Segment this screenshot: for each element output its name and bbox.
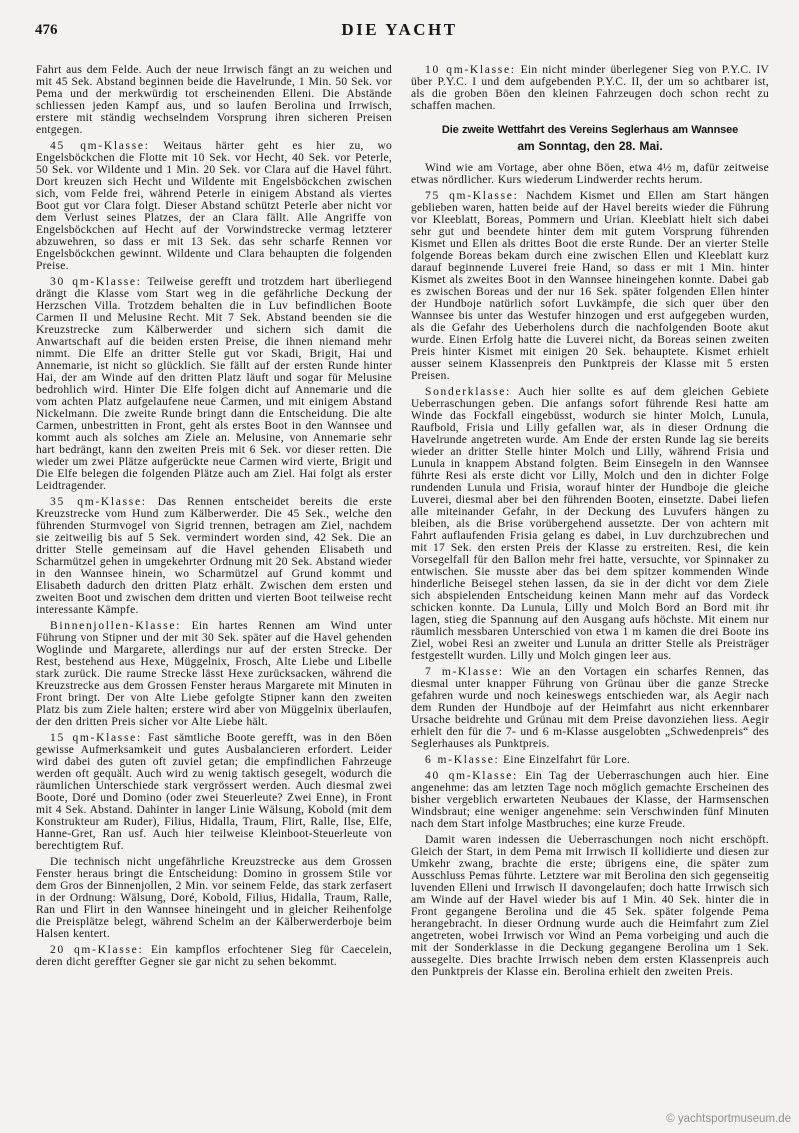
paragraph-7m-class (411, 666, 769, 750)
paragraph-text: Auch hier sollte es auf dem gleichen Gebiete Ueberraschungen geben. Die anfangs sofort führende Resi hatte am Winde das Fockfall eingebüsst, wodurch sie hinter Molch, Lunula, Raufbold, Frisia und Lilly gefallen war, als in dieser Ordnung die Havelrunde angetreten wurde. Am Ende der ersten Runde lag sie bereits wieder an dritter Stelle hinter Molch und Lilly, während Frisia und Lunula in knappem Abstand folgten. Beim Einsegeln in den Wannsee führte Resi als erste dicht vor Lilly, Molch und den in dichter Folge rundenden Lunula und Frisia, worauf hinter der Hundboje die gleiche Luverei, diesmal aber bei den führenden Booten, einsetzte. Dabei liefen alle miteinander Gefahr, in der Deckung des Luvufers hängen zu bleiben, als die Brise vorübergehend aussetzte. Der von achtern mit Fahrt auflaufenden Frisia gelang es dabei, in Luv durchzubrechen und mit 17 Sek. den ersten Preis der Klasse zu erstreiten. Resi, die kein Vorsegelfall für den Ballon mehr frei hatte, versuchte, vor Spinnaker zu entwischen. Sie musste aber das bei dem spitzer kommenden Winde hinderliche Beisegel stehen lassen, da sie in der dicht vor dem Ziele sich abspielenden Entscheidung keinen Mann mehr auf das Vordeck schicken konnte. Da Lunula, Lilly und Molch Bord an Bord mit ihr lagen, stieg die Spannung auf den Ausgang aufs höchste. Mit einem nur räumlich messbaren Unterschied von etwa 1 m kamen die drei Boote ins Ziel, wobei Resi an zweiter und Lunula an dritter Stelle als Preisträger festgestellt wurden. Lilly und Molch gingen leer aus. (411, 386, 769, 662)
class-label: 35 qm-Klasse: (50, 496, 147, 508)
page-number: 476 (35, 22, 58, 38)
paragraph-text: Fast sämtliche Boote gerefft, was in den Böen gewisse Aufmerksamkeit und gutes Ausbalancieren erfordert. Leider wird dabei des guten oft zuviel getan; die empfindlichen Fahrzeuge werden oft gequält. Auch wird zu wenig taktisch gesegelt, wodurch die räumlichen Unterschiede stark vergrössert werden. Auch diesmal zwei Boote, Doré und Domino (oder zwei Steuerleute? Zwei Enne), in Front mit 4 Sek. Abstand. Dahinter in langer Linie Wälsung, Kobold (mit dem Konstrukteur am Ruder), Filius, Hidalla, Traum, Flirt, Ralle, Ilse, Elfe, Hanne-Gret, Ran usf. Auch hier teilweise Kleinboot-Steuerleute von berechtigtem Ruf. (36, 732, 392, 852)
paragraph-text: Eine Einzelfahrt für Lore. (503, 754, 630, 766)
paragraph-15qm-class (36, 732, 392, 852)
paragraph-text: Die technisch nicht ungefährliche Kreuzstrecke aus dem Grossen Fenster heraus bringt die Entscheidung: Domino in grossem Stile vor dem Gros der Binnenjollen, 2 Min. vor seinem Felde, das stark zerfasert in der Ordnung: Wälsung, Doré, Kobold, Filius, Hidalla, Traum, Ralle, Ran und Flirt in den Wannsee hineingeht und in gleicher Reihenfolge die Preisplätze belegt, während Schelm an der Kälberwerderboje beim Halsen kentert. (36, 856, 392, 940)
paragraph-text: Nachdem Kismet und Ellen am Start hängen geblieben waren, hatten beide auf der Havel bereits wieder die Führung vor Kleeblatt, Boreas, Pommern und Urian. Kleeblatt hielt sich dabei sehr gut und beendete hinter dem mit gutem Vorsprung führenden Kismet und Ellen als drittes Boot die erste Runde. Der an vierter Stelle folgende Boreas bekam durch eine zwischen Ellen und Kleeblatt kurz darauf beginnende Luverei freie Hand, so dass er mit 1 Min. hinter Kismet als zweites Boot in den Wannsee hineingehen konnte. Dabei gab es zwischen Boreas und der nur 16 Sek. später folgenden Ellen hinter der Hundboje natürlich sofort Luvkämpfe, die sich quer über den Wannsee bis unter das Westufer hinzogen und erst aufgegeben wurden, als die Gefahr des Ueberholens durch die nachfolgenden Boote akut wurde. Einen Erfolg hatte die Luverei nicht, da Boreas seinen zweiten Preis hinter Kismet mit einigen 20 Sek. behauptete. Kismet erhielt ausser seinem Klassenpreis den Punktpreis der Klasse mit 5 ersten Preisen. (411, 190, 770, 382)
paragraph-35qm-class (36, 496, 392, 616)
class-label: 40 qm-Klasse: (425, 770, 518, 782)
paragraph-40qm-continuation (411, 834, 769, 978)
class-label: 6 m-Klasse: (425, 754, 500, 766)
section-heading-line-2: am Sonntag, den 28. Mai. (517, 139, 663, 153)
paragraph-75qm-class (411, 190, 769, 382)
class-label: 7 m-Klasse: (425, 666, 504, 678)
paragraph-text: Das Rennen entscheidet bereits die erste Kreuzstrecke vom Hund zum Kälberwerder. Die 45 Sek., welche den führenden Sturmvogel von Sigrid trennen, betragen am Ziel, nachdem sie zeitweilig bis auf 5 Sek. vermindert worden sind, 42 Sek. Die an dritter Stelle gemeinsam auf die Havel gehenden Elisabeth und Scharmützel gehen in umgekehrter Ordnung mit 20 Sek. Abstand wieder in den Wannsee hinein, wo Scharmützel auf Grund kommt und Elisabeth dadurch den dritten Platz erhält. Zwischen dem ersten und zweiten Boot und zwischen dem dritten und vierten Boot teilweise recht interessante Kämpfe. (36, 496, 393, 616)
paragraph-30qm-class (36, 276, 392, 492)
class-label: Binnenjollen-Klasse: (50, 620, 182, 632)
class-label: 20 qm-Klasse: (50, 944, 144, 956)
section-heading-line-1: Die zweite Wettfahrt des Vereins Seglerhaus am Wannsee (441, 124, 739, 136)
left-column (36, 64, 392, 972)
paragraph-wind (411, 162, 769, 186)
paragraph-text: Ein kampflos erfochtener Sieg für Caecelein, deren dicht gereffter Gegner sie gar nicht zu sehen bekommt. (36, 944, 393, 968)
paragraph-binnenjollen-class (36, 620, 392, 728)
magazine-title: DIE YACHT (341, 20, 458, 39)
paragraph-sonderklasse (411, 386, 769, 662)
paragraph-15qm-decision (36, 856, 392, 940)
section-heading (411, 122, 769, 154)
paragraph-10qm-class (411, 64, 769, 112)
class-label: 75 qm-Klasse: (425, 190, 519, 202)
paragraph-20qm-class (36, 944, 392, 968)
paragraph-45qm-class (36, 140, 392, 272)
class-label: 15 qm-Klasse: (50, 732, 142, 744)
watermark: © yachtsportmuseum.de (666, 1113, 791, 1125)
paragraph-text: Ein nicht minder überlegener Sieg von P.Y.C. IV über P.Y.C. I und dem aufgebenden P.Y.C. II, der um so achtbarer ist, als die groben Böen den kleinen Fahrzeugen doch schon recht zu schaffen machen. (411, 64, 770, 112)
paragraph-text: Wind wie am Vortage, aber ohne Böen, etwa 4½ m, dafür zeitweise etwas nördlicher. Kurs wiederum Lindwerder rechts herum. (411, 162, 769, 186)
class-label: Sonderklasse: (425, 386, 511, 398)
paragraph-6m-class (411, 754, 769, 766)
paragraph-text: Wie an den Vortagen ein scharfes Rennen, das diesmal unter knapper Führung von Grünau über die ganze Strecke gefahren wurde und noch keineswegs entschieden war, als Aegir nach dem Runden der Hundboje auf der Heimfahrt aus nicht erkennbarer Ursache beidrehte und Grünau mit dem Preise davonziehen liess. Aegir erhielt den für die 7- und 6 m-Klasse ausgelobten „Schwedenpreis“ des Seglerhauses als Punktpreis. (411, 666, 769, 750)
paragraph-40qm-class (411, 770, 769, 830)
paragraph-text: Ein hartes Rennen am Wind unter Führung von Stipner und der mit 30 Sek. später auf die Havel gehenden Woglinde und Margarete, allerdings nur auf der ersten Strecke. Der Rest, bestehend aus Hexe, Müggelnix, Frosch, Alte Liebe und Libelle stark zurück. Die raume Strecke lässt Hexe zurücksacken, während die Kreuzstrecke aus dem Grossen Fenster heraus Margarete mit Minuten in Front bringt. Der von Alte Liebe gefolgte Stipner kann den zweiten Platz bis zum Ziele halten; erstere wird aber von Müggelnix überlaufen, der den dritten Preis sicher vor Alte Liebe hält. (36, 620, 392, 728)
class-label: 45 qm-Klasse: (50, 140, 150, 152)
paragraph-text: Teilweise gerefft und trotzdem hart überliegend drängt die Klasse vom Start weg in die gefährliche Deckung der Herzschen Villa. Trotzdem behalten die in Luv befindlichen Boote Carmen II und Melusine Recht. Mit 7 Sek. Abstand beenden sie die Kreuzstrecke zum Kälberwerder und sichern sich damit die Anwartschaft auf die beiden ersten Preise, die ihnen niemand mehr nimmt. Die Elfe an dritter Stelle gut vor Skadi, Brigit, Hai und Annemarie, ist nicht so glücklich. Sie fällt auf der ersten Runde hinter Hai, der am Winde auf den dritten Platz läuft und sogar für Melusine bedrohlich wird. Hinter Die Elfe folgen dicht auf Annemarie und die vom achten Platz aufgelaufene neue Carmen, und mit einigem Abstand Nickelmann. Die zweite Runde bringt dann die Entscheidung. Die alte Carmen, unbestritten in Front, geht als erstes Boot in den Wannsee und kommt auch als solches am Ziele an. Melusine, von Annemarie sehr hart bedrängt, kann den zweiten Preis mit 6 Sek. vor dieser retten. Die wieder um zwei Plätze aufgerückte neue Carmen wird vierte, Brigit und Die Elfe belegen die folgenden Plätze auch am Ziel. Hai folgt als erster Leidtragender. (36, 276, 392, 492)
paragraph-text: Ein Tag der Ueberraschungen auch hier. Eine angenehme: das am letzten Tage noch möglich gemachte Erscheinen des bisher vergeblich erwarteten Neubaues der Klasse, der Harmsenschen Windsbraut; eine weniger angenehme: sein Verschwinden fünf Minuten nach dem Start infolge Mastbruches; eine kurze Freude. (411, 770, 769, 830)
paragraph-text: Fahrt aus dem Felde. Auch der neue Irrwisch fängt an zu weichen und mit 45 Sek. Abstand beginnen beide die Havelrunde, 1 Min. 50 Sek. vor Pema und der merkwürdig tot erscheinenden Elleni. Die Abstände schliessen jeden Kampf aus, und so laufen Berolina und Irrwisch, erstere mit ständig wechselndem Vorsprung ihren sicheren Preisen entgegen. (36, 64, 392, 136)
paragraph-continuation (36, 64, 392, 136)
class-label: 30 qm-Klasse: (50, 276, 142, 288)
paragraph-text: Weitaus härter geht es hier zu, wo Engelsböckchen die Flotte mit 10 Sek. vor Hecht, 40 Sek. vor Peterle, 50 Sek. vor Wildente und 1 Min. 20 Sek. vor Clara auf die Havel führt. Dort kreuzen sich Hecht und Wildente mit Engelsböckchen zwischen sich, vom Felde frei, während Peterle in einigem Abstand als viertes Boot gut vor Clara folgt. Dieser Abstand schützt Peterle aber nicht vor dem Verlust seines Platzes, der an Clara fällt. Alle Angriffe von Engelsböckchen auf Hecht auf der Vorwindstrecke vermag letzterer abzuwehren, so dass er mit 13 Sek. das sehr scharfe Rennen vor Engelsböckchen gewinnt. Wildente und Clara behaupten die folgenden Preise. (36, 140, 392, 272)
paragraph-text: Damit waren indessen die Ueberraschungen noch nicht erschöpft. Gleich der Start, in dem Pema mit Irrwisch II kollidierte und diesen zur Umkehr zwang, brachte die erste; übrigens eine, die später zum Ausschluss Pemas führte. Letztere war mit Berolina den sich gegenseitig luvenden Elleni und Irrwisch II davongelaufen; doch hatte Irrwisch sich am Winde auf der Havel wieder bis auf 1 Min. 40 Sek. hinter die in Front gegangene Berolina und die 45 Sek. später folgende Pema herangebracht. In dieser Ordnung wurde auch die Heimfahrt zum Ziel angetreten, wobei Irrwisch vor Wind an Pema vorbeiging und auch die mit der Sonderklasse in die Deckung gegangene Berolina um 1 Sek. aussegelte. Dies brachte Irrwisch neben dem ersten Klassenpreis auch den Punktpreis der Klasse ein. Berolina erhielt den zweiten Preis. (411, 834, 769, 978)
right-column (411, 64, 769, 982)
class-label: 10 qm-Klasse: (425, 64, 516, 76)
